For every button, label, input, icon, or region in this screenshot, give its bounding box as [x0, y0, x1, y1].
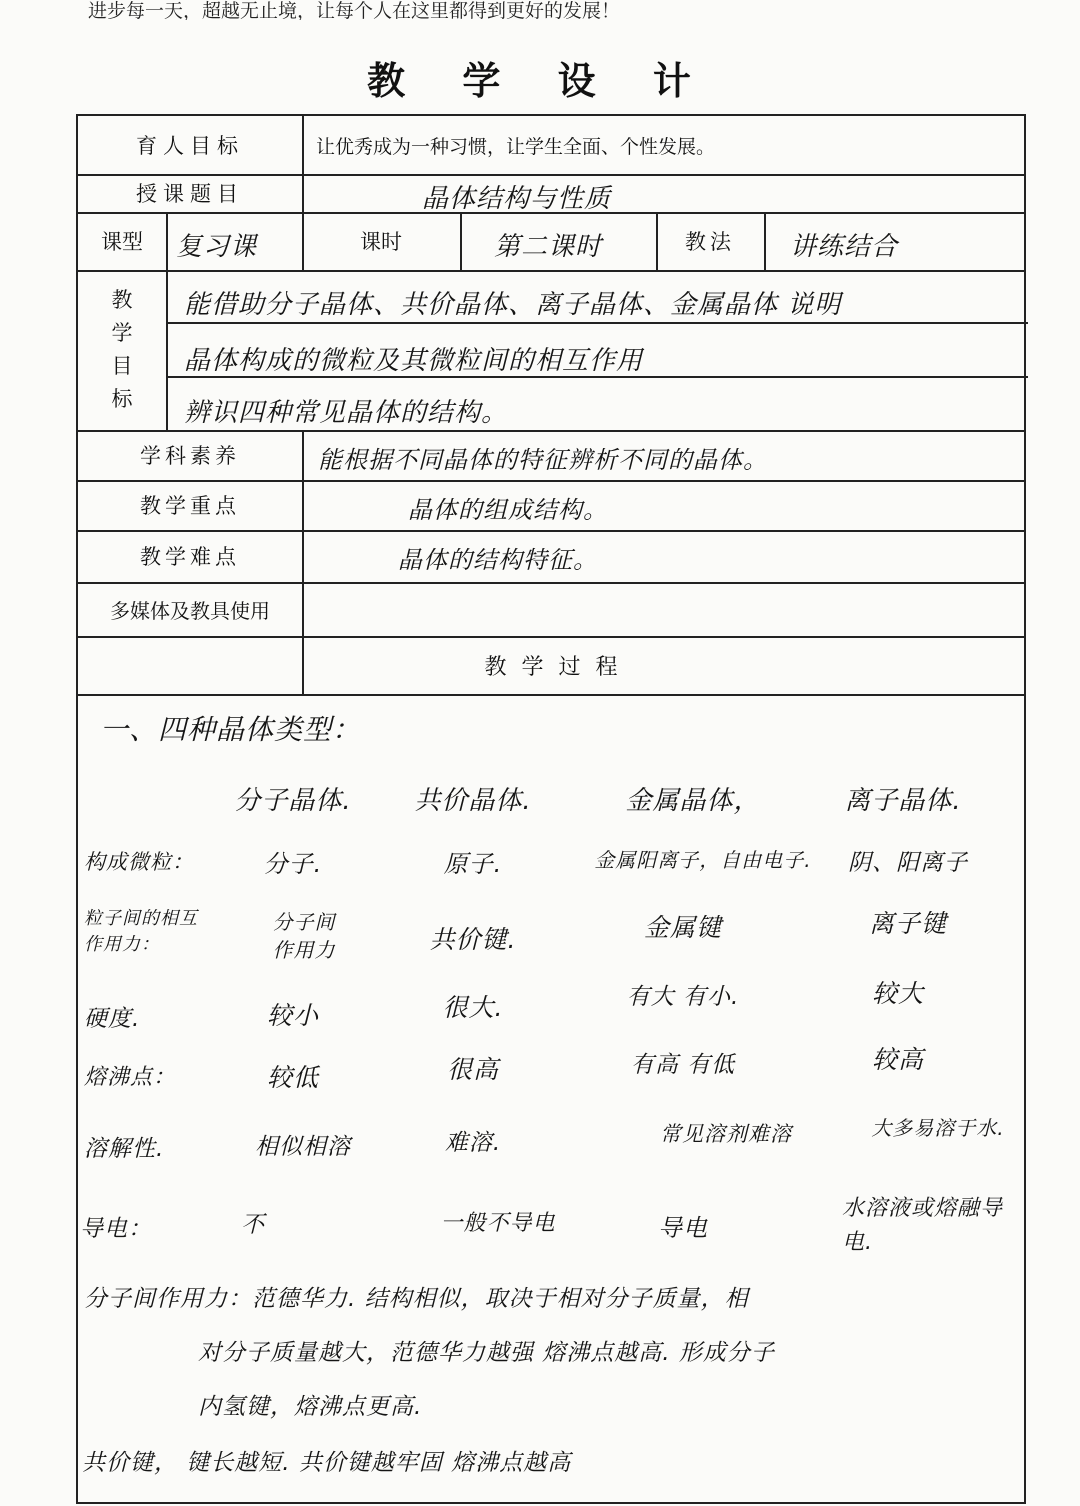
hours-label: 课时 [360, 230, 402, 254]
column-header-molecular: 分子晶体. [234, 786, 352, 816]
page-title: 教 学 设 计 [367, 58, 713, 103]
difficulty-value: 晶体的结构特征。 [398, 546, 598, 574]
row-divider [78, 270, 1024, 272]
table-cell: 阴、阳离子 [848, 850, 968, 876]
column-divider [166, 212, 168, 430]
topic-label: 授课题目 [136, 182, 244, 206]
table-cell: 金属键 [643, 913, 722, 942]
yuren-value: 让优秀成为一种习惯，让学生全面、个性发展。 [316, 136, 716, 158]
goal-line-divider [166, 322, 1028, 324]
column-header-ionic: 离子晶体. [844, 786, 962, 816]
table-cell: 有大 有小. [626, 984, 740, 1010]
type-label: 课型 [101, 230, 143, 254]
column-divider [764, 212, 766, 270]
table-cell: 常见溶剂难溶 [660, 1122, 792, 1146]
method-label: 教法 [685, 230, 735, 254]
yuren-label: 育人目标 [136, 134, 244, 158]
row-label-particles: 构成微粒： [84, 850, 194, 874]
table-cell: 大多易溶于水. [871, 1116, 1005, 1140]
row-label-force: 粒子间的相互作用力： [84, 908, 198, 955]
key-point-value: 晶体的组成结构。 [408, 496, 608, 524]
table-cell: 较大 [871, 979, 924, 1008]
difficulty-label: 教学难点 [140, 545, 240, 569]
row-label-solubility: 溶解性. [84, 1136, 165, 1162]
process-label: 教 学 过 程 [484, 654, 622, 680]
table-cell: 金属阳离子，自由电子. [594, 848, 812, 872]
table-cell: 共价键. [429, 925, 517, 954]
table-cell: 有高 有低 [630, 1052, 736, 1078]
table-cell: 难溶. [444, 1130, 502, 1156]
column-header-metallic: 金属晶体， [625, 786, 761, 816]
table-cell: 不 [241, 1212, 265, 1238]
table-cell: 很大. [442, 993, 504, 1022]
row-divider [78, 694, 1024, 696]
table-cell: 很高 [446, 1055, 499, 1084]
goals-label: 教学目标 [111, 288, 133, 411]
table-cell: 相似相溶 [255, 1134, 351, 1160]
goal-line-3: 辨识四种常见晶体的结构。 [184, 398, 509, 428]
note-line-1: 分子间作用力：范德华力. 结构相似，取决于相对分子质量，相 [84, 1286, 749, 1312]
table-cell: 原子. [443, 850, 503, 878]
goal-line-1: 能借助分子晶体、共价晶体、离子晶体、金属晶体 说明 [184, 290, 842, 320]
note-line-3: 内氢键，熔沸点更高. [198, 1394, 423, 1420]
school-motto: 进步每一天，超越无止境，让每个人在这里都得到更好的发展！ [88, 0, 621, 20]
row-label-melting: 熔沸点： [84, 1065, 177, 1090]
literacy-value: 能根据不同晶体的特征辨析不同的晶体。 [318, 446, 768, 474]
table-cell: 导电 [658, 1214, 708, 1242]
column-header-covalent: 共价晶体. [414, 786, 532, 816]
table-cell: 较小 [266, 1001, 319, 1030]
table-cell: 较高 [871, 1045, 924, 1074]
media-label: 多媒体及教具使用 [110, 598, 270, 623]
note-line-4: 共价键， 键长越短. 共价键越牢固 熔沸点越高 [82, 1450, 572, 1476]
table-cell: 较低 [266, 1063, 319, 1092]
row-label-hardness: 硬度. [84, 1006, 141, 1032]
topic-value: 晶体结构与性质 [422, 184, 612, 214]
key-point-label: 教学重点 [140, 494, 240, 518]
column-divider [460, 212, 462, 270]
table-cell: 分子. [263, 850, 323, 878]
lesson-plan-form [76, 114, 1026, 1504]
type-value: 复习课 [176, 232, 258, 262]
hours-value: 第二课时 [494, 232, 603, 262]
process-heading: 一、四种晶体类型： [100, 713, 362, 746]
table-cell: 分子间作用力 [272, 910, 336, 962]
table-cell: 离子键 [868, 909, 947, 938]
table-cell: 水溶液或熔融导电. [842, 1196, 1004, 1255]
literacy-label: 学科素养 [140, 444, 240, 468]
table-cell: 一般不导电 [440, 1211, 556, 1236]
method-value: 讲练结合 [790, 232, 899, 262]
note-line-2: 对分子质量越大，范德华力越强 熔沸点越高. 形成分子 [198, 1340, 775, 1366]
goal-line-2: 晶体构成的微粒及其微粒间的相互作用 [184, 346, 644, 376]
row-label-conductivity: 导电： [80, 1216, 152, 1242]
